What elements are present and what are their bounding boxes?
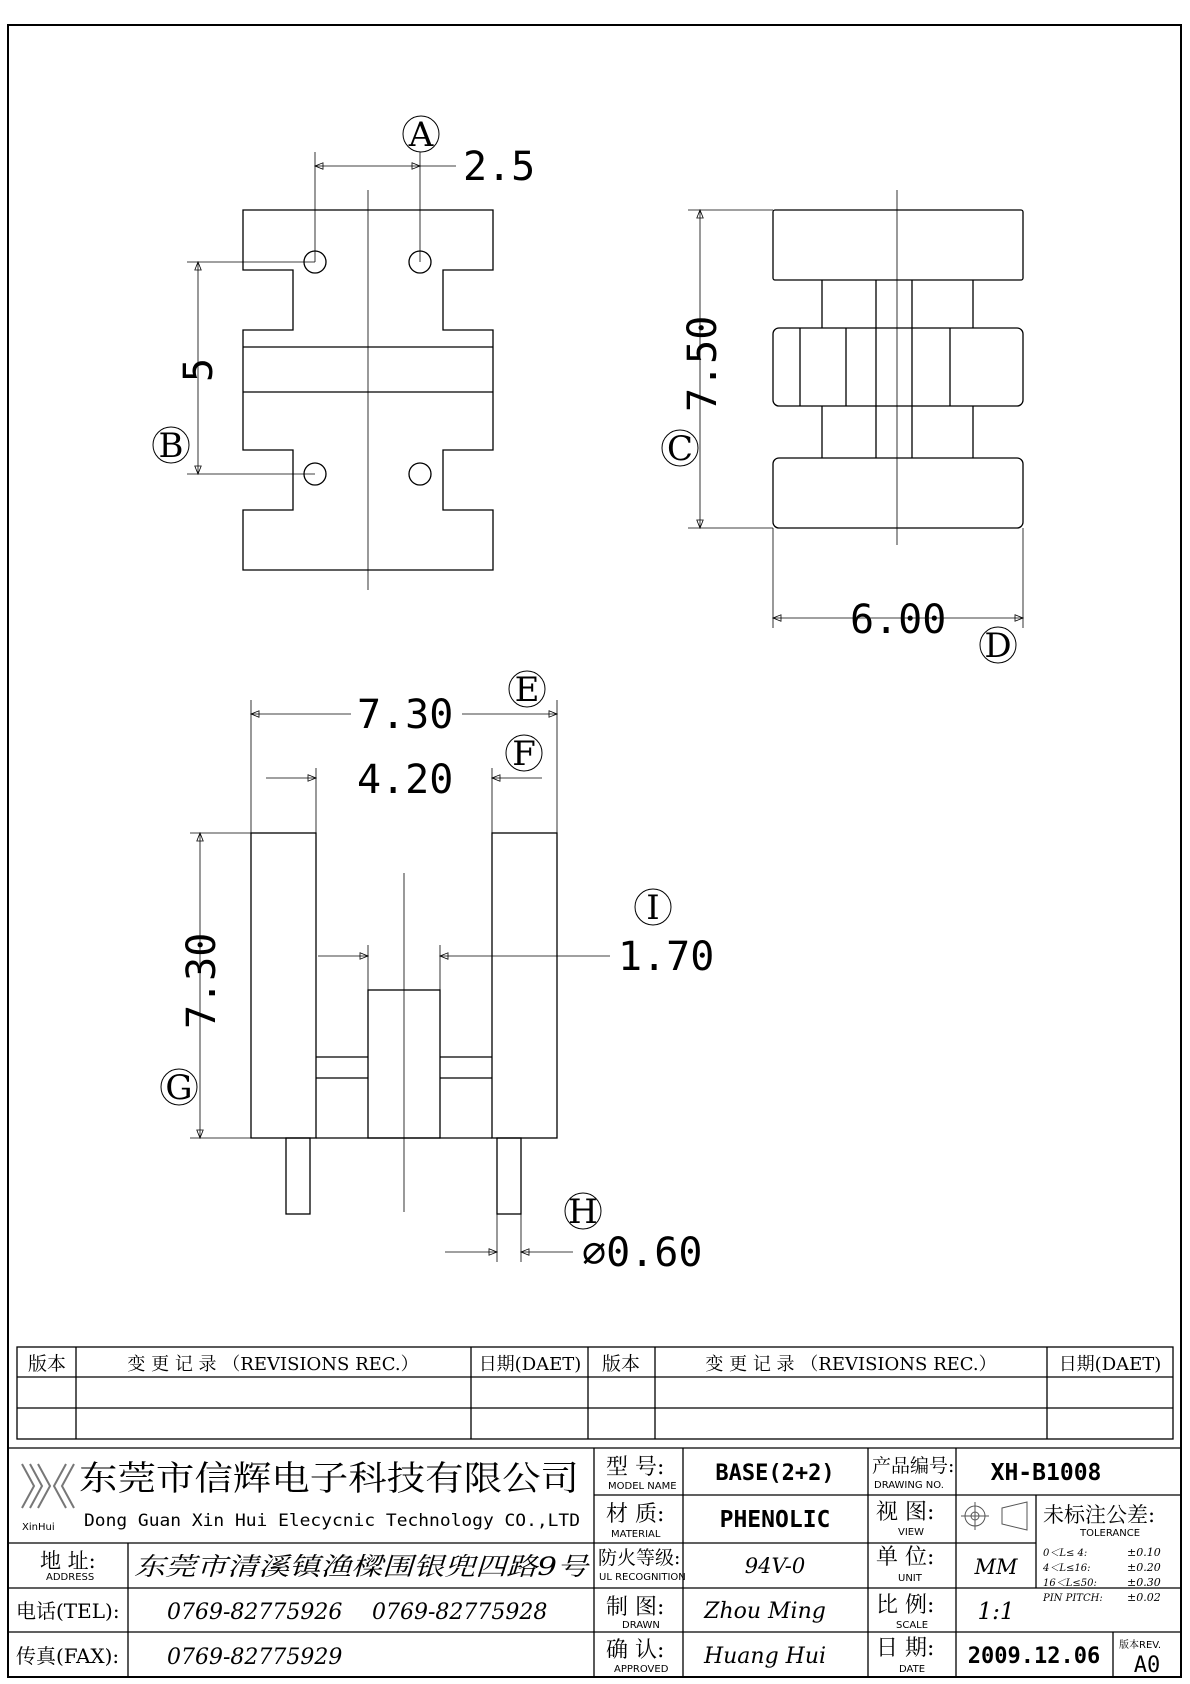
scale-value: 1:1	[977, 1599, 1015, 1625]
logo-text: XinHui	[22, 1522, 55, 1533]
date-value: 2009.12.06	[967, 1644, 1101, 1669]
flame-label-en: UL RECOGNITION	[599, 1572, 686, 1583]
company-name-en: Dong Guan Xin Hui Elecycnic Technology CO.,LTD	[84, 1511, 580, 1531]
rev-label: 版本REV.	[1119, 1640, 1161, 1651]
fax-value: 0769-82775929	[167, 1645, 343, 1670]
rev-col-version: 版本	[601, 1353, 641, 1375]
model-value: BASE(2+2)	[715, 1461, 835, 1486]
unit-label-en: UNIT	[898, 1573, 922, 1584]
bubble-h: H	[568, 1192, 598, 1232]
date-label-en: DATE	[899, 1664, 926, 1675]
drawing-no-label-en: DRAWING NO.	[874, 1480, 944, 1491]
side-view	[688, 190, 1023, 628]
unit-label: 单 位:	[876, 1545, 935, 1570]
tel-label: 电话(TEL):	[16, 1599, 120, 1623]
top-view	[187, 152, 493, 590]
fax-label: 传真(FAX):	[16, 1644, 120, 1668]
drawn-label-en: DRAWN	[622, 1620, 660, 1631]
company-logo	[22, 1464, 74, 1508]
dim-row-spacing: 5	[176, 357, 222, 382]
rev-col-version: 版本	[27, 1353, 67, 1375]
view-label: 视 图:	[876, 1500, 935, 1525]
model-label: 型 号:	[606, 1455, 665, 1480]
bubble-a: A	[408, 115, 434, 155]
bubble-i: I	[646, 888, 660, 928]
dim-front-width: 7.30	[357, 692, 454, 738]
dim-pin-spacing: 2.5	[463, 144, 536, 190]
dim-pin-diameter: ⌀0.60	[582, 1230, 703, 1276]
tel-value-2: 0769-82775928	[372, 1600, 548, 1625]
dim-inner-width: 4.20	[357, 757, 454, 803]
drawn-value: Zhou Ming	[704, 1599, 826, 1624]
tolerance-value: ±0.30	[1127, 1576, 1161, 1589]
tolerance-value: ±0.10	[1127, 1546, 1161, 1559]
tolerance-range: 0＜L≤ 4:	[1043, 1548, 1088, 1559]
bubble-e: E	[514, 670, 540, 710]
drawing-no-value: XH-B1008	[990, 1460, 1102, 1486]
tolerance-value: ±0.20	[1127, 1561, 1161, 1574]
tolerance-label: 未标注公差:	[1043, 1503, 1156, 1527]
address-label-en: ADDRESS	[46, 1572, 95, 1583]
material-label: 材 质:	[606, 1502, 665, 1527]
company-name-cn: 东莞市信辉电子科技有限公司	[79, 1459, 579, 1499]
sheet-border	[8, 25, 1181, 1677]
address-label: 地 址:	[40, 1549, 96, 1573]
bubble-d: D	[984, 626, 1012, 666]
material-label-en: MATERIAL	[611, 1529, 661, 1540]
dim-slot-width: 1.70	[618, 934, 715, 980]
bubble-g: G	[165, 1068, 193, 1108]
dim-side-height: 7.50	[680, 315, 726, 412]
view-label-en: VIEW	[898, 1527, 924, 1538]
tolerance-label-en: TOLERANCE	[1080, 1528, 1141, 1539]
rev-col-change: 变 更 记 录 （REVISIONS REC.）	[705, 1354, 997, 1375]
tolerance-range: 4＜L≤16:	[1043, 1563, 1091, 1574]
scale-label-en: SCALE	[896, 1620, 929, 1631]
front-left-wall	[251, 833, 316, 1138]
approved-label-en: APPROVED	[614, 1664, 669, 1675]
bubble-b: B	[158, 426, 184, 466]
tolerance-value: ±0.02	[1127, 1591, 1161, 1604]
approved-value: Huang Hui	[703, 1644, 827, 1669]
flange-top	[773, 210, 1023, 280]
front-pin	[286, 1138, 310, 1214]
dim-side-width: 6.00	[850, 597, 947, 643]
model-label-en: MODEL NAME	[608, 1481, 677, 1492]
rev-col-change: 变 更 记 录 （REVISIONS REC.）	[127, 1354, 419, 1375]
material-value: PHENOLIC	[719, 1507, 831, 1533]
drawing-no-label: 产品编号:	[872, 1455, 955, 1477]
rev-col-date: 日期(DAET)	[478, 1354, 582, 1375]
tolerance-range: 16＜L≤50:	[1043, 1578, 1097, 1589]
rev-value: A0	[1133, 1653, 1161, 1678]
tolerance-range: PIN PITCH:	[1043, 1593, 1103, 1604]
rev-col-date: 日期(DAET)	[1058, 1354, 1162, 1375]
drawn-label: 制 图:	[606, 1595, 665, 1620]
reference-bubbles	[153, 116, 1016, 1229]
projection-symbol-icon	[961, 1502, 1027, 1530]
bubble-f: F	[512, 734, 536, 774]
flange-middle	[773, 328, 1023, 406]
front-pin	[497, 1138, 521, 1214]
tel-value-1: 0769-82775926	[167, 1600, 343, 1625]
dim-front-height: 7.30	[179, 932, 225, 1029]
date-label: 日 期:	[876, 1636, 935, 1661]
flame-label: 防火等级:	[598, 1547, 681, 1569]
approved-label: 确 认:	[606, 1638, 665, 1663]
front-right-wall	[492, 833, 557, 1138]
address-value: 东莞市清溪镇渔樑围银兜四路9号	[134, 1552, 591, 1581]
unit-value: MM	[974, 1555, 1018, 1579]
flame-value: 94V-0	[744, 1554, 806, 1578]
scale-label: 比 例:	[876, 1593, 935, 1618]
pin-hole	[409, 463, 431, 485]
flange-bottom	[773, 458, 1023, 528]
bubble-c: C	[666, 429, 694, 469]
